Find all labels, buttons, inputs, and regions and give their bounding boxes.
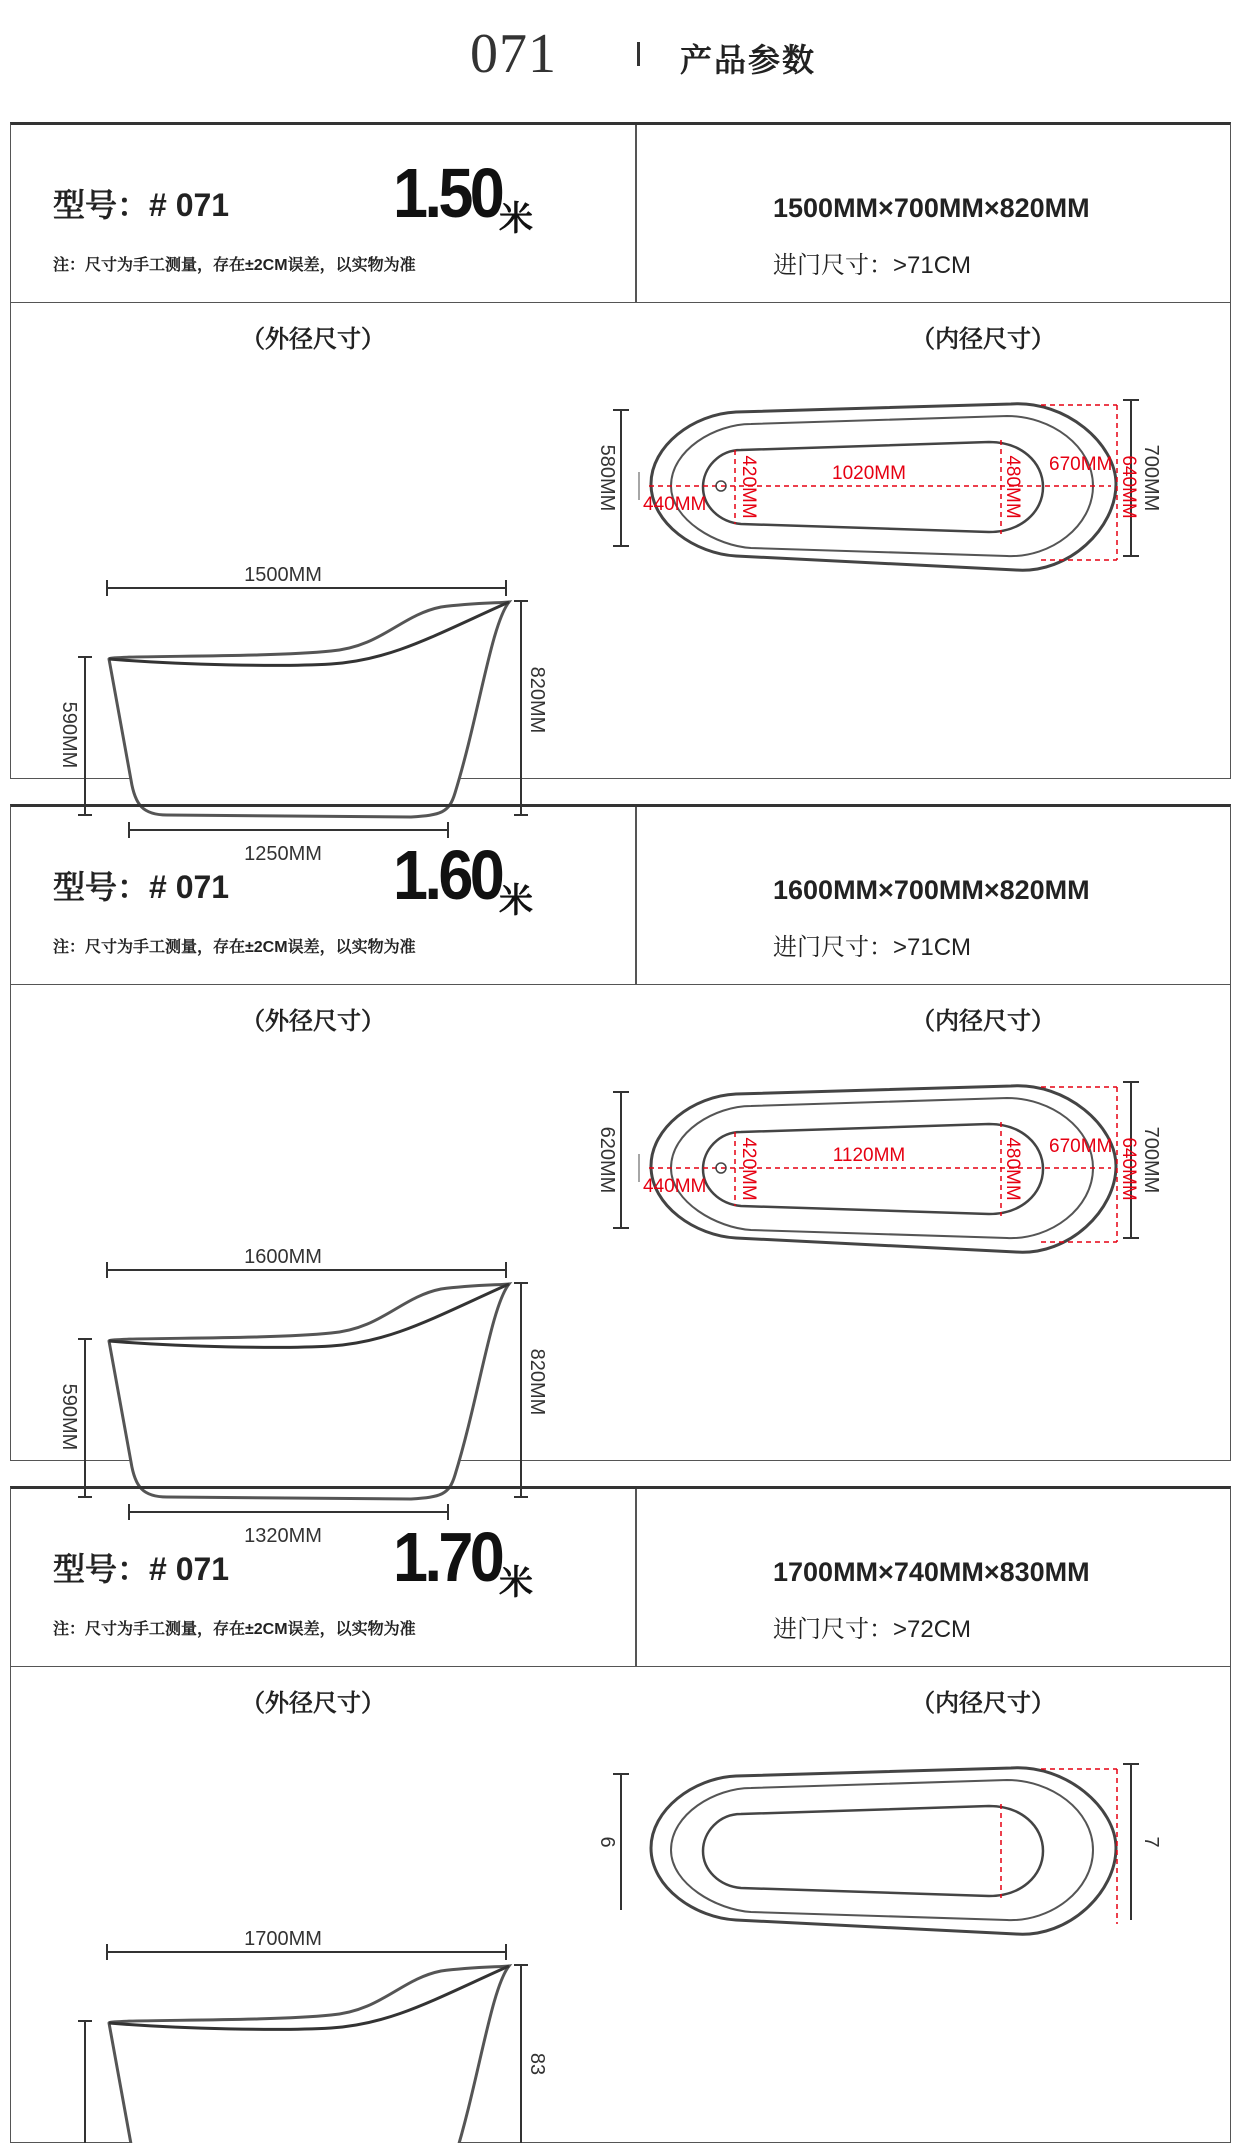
top-length-label: 1700MM <box>244 1928 322 1950</box>
door-size: 进门尺寸：>72CM <box>773 1616 972 1643</box>
spec-divider <box>635 1489 637 1666</box>
inner-top-view-diagram <box>596 1082 1171 1402</box>
model-label: 型号：# 071 <box>53 1551 230 1587</box>
right-height-label: 820MM <box>526 1348 548 1416</box>
inner-top-view-diagram <box>596 400 1171 720</box>
measurement-note: 注：尺寸为手工测量，存在±2CM误差，以实物为准 <box>53 939 416 956</box>
inner-h1-label: 420MM <box>738 455 759 519</box>
length-unit: 米 <box>499 882 533 920</box>
spec-divider <box>635 125 637 302</box>
top-length-label: 1600MM <box>244 1246 322 1268</box>
outer-dimensions-title: （外径尺寸） <box>241 1690 385 1717</box>
right-height-label: 820MM <box>526 666 548 734</box>
outer-side-view-diagram <box>31 375 551 865</box>
length-value: 1.60 <box>393 836 502 914</box>
inner-length-label: 1020MM <box>832 463 906 484</box>
spec-summary <box>11 1489 1230 1667</box>
outer-dimensions-title: （外径尺寸） <box>241 1008 385 1035</box>
spec-block-160 <box>10 804 1231 1547</box>
outer-height-label: 6 <box>596 1836 618 1848</box>
right-length-label: 670MM <box>1049 1136 1113 1157</box>
length-value: 1.50 <box>393 154 502 232</box>
header-title: 产品参数 <box>680 42 817 78</box>
inner-h1-label: 420MM <box>738 1137 759 1201</box>
measurement-note: 注：尺寸为手工测量，存在±2CM误差，以实物为准 <box>53 1621 416 1638</box>
spec-summary <box>11 125 1230 303</box>
right-height-label: 83 <box>526 2052 548 2076</box>
spec-block-170 <box>10 1486 1231 2143</box>
width-left-label: 440MM <box>643 494 707 515</box>
outer-side-view-diagram <box>31 1057 551 1547</box>
inner-height-right-label: 640MM <box>1118 1137 1139 1201</box>
length-unit: 米 <box>499 1564 533 1602</box>
inner-h2-label: 480MM <box>1002 1137 1023 1201</box>
left-height-label: 590MM <box>58 1383 80 1451</box>
header-separator <box>637 42 640 66</box>
outer-height-label: 620MM <box>596 1126 618 1194</box>
outer-side-view-diagram <box>31 1739 551 2076</box>
measurement-note: 注：尺寸为手工测量，存在±2CM误差，以实物为准 <box>53 257 416 274</box>
dimensions: 1600MM×700MM×820MM <box>773 875 1090 905</box>
door-size: 进门尺寸：>71CM <box>773 252 972 279</box>
bottom-length-label: 1320MM <box>244 1525 322 1547</box>
spec-summary <box>11 807 1230 985</box>
inner-height-right-label: 640MM <box>1118 455 1139 519</box>
page-header <box>0 0 1240 110</box>
inner-dimensions-title: （内径尺寸） <box>911 1690 1055 1717</box>
right-length-label: 670MM <box>1049 454 1113 475</box>
spec-divider <box>635 807 637 984</box>
tub-side-outline <box>109 602 509 817</box>
bottom-length-label: 1250MM <box>244 843 322 865</box>
dimensions: 1700MM×740MM×830MM <box>773 1557 1090 1587</box>
top-length-label: 1500MM <box>244 564 322 586</box>
header-model-number: 071 <box>470 23 557 85</box>
left-height-label: 590MM <box>58 701 80 769</box>
overall-height-label: 700MM <box>1140 1126 1162 1194</box>
tub-basin-outline <box>703 1806 1043 1896</box>
dimensions: 1500MM×700MM×820MM <box>773 193 1090 223</box>
inner-dimensions-title: （内径尺寸） <box>911 1008 1055 1035</box>
outer-height-label: 580MM <box>596 444 618 512</box>
length-value: 1.70 <box>393 1518 502 1596</box>
inner-top-view-diagram <box>596 1764 1171 1924</box>
inner-length-label: 1120MM <box>832 1145 906 1166</box>
overall-height-label: 7 <box>1140 1836 1162 1848</box>
outer-dimensions-title: （外径尺寸） <box>241 326 385 353</box>
model-label: 型号：# 071 <box>53 869 230 905</box>
spec-block-150 <box>10 122 1231 865</box>
overall-height-label: 700MM <box>1140 444 1162 512</box>
inner-h2-label: 480MM <box>1002 455 1023 519</box>
model-label: 型号：# 071 <box>53 187 230 223</box>
inner-dimensions-title: （内径尺寸） <box>911 326 1055 353</box>
door-size: 进门尺寸：>71CM <box>773 934 972 961</box>
length-unit: 米 <box>499 200 533 238</box>
width-left-label: 440MM <box>643 1176 707 1197</box>
tub-side-outline <box>109 1284 509 1499</box>
